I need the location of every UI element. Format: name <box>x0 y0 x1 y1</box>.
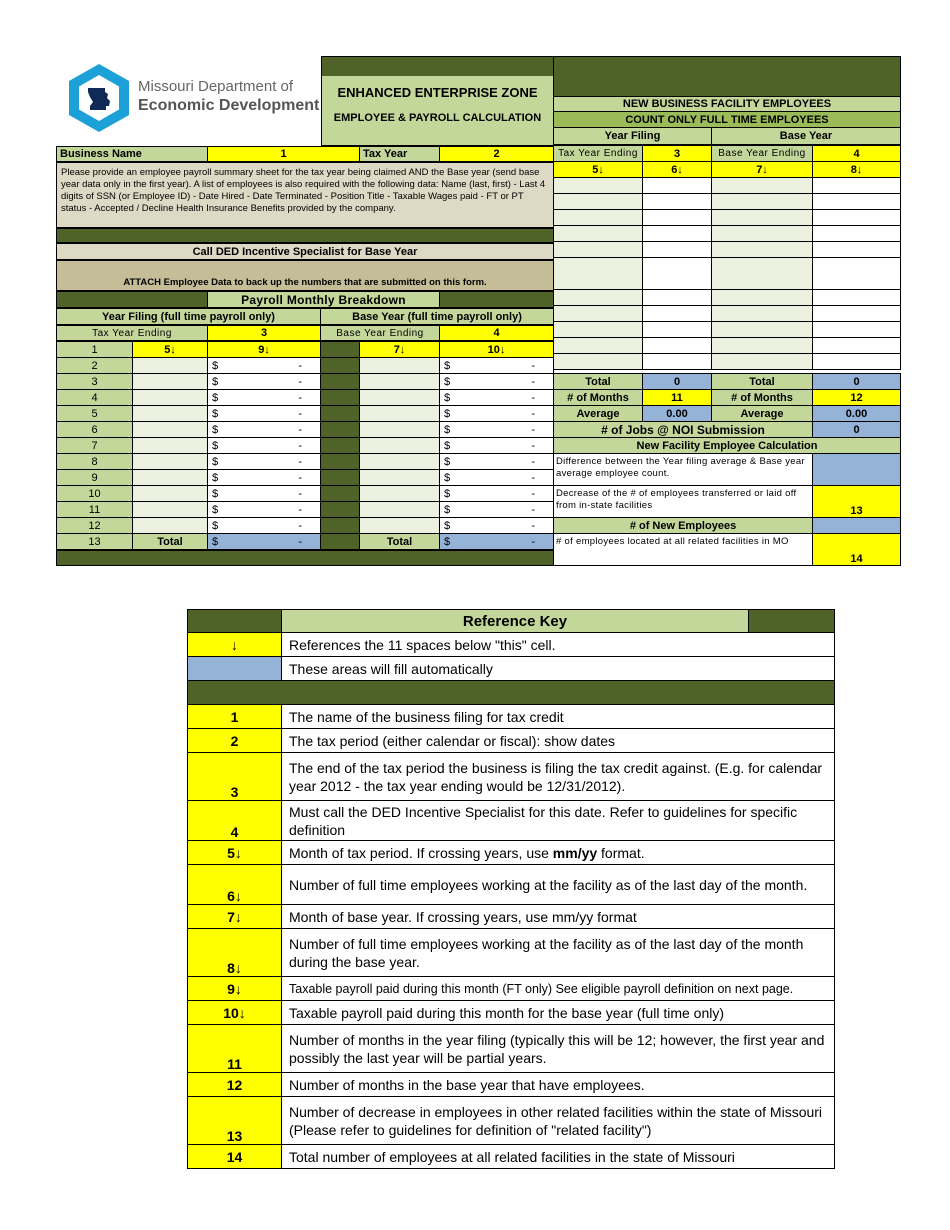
payroll-base-month-input[interactable] <box>359 405 440 422</box>
payroll-header: Payroll Monthly Breakdown <box>207 291 440 308</box>
emp-base-month-input[interactable] <box>711 241 813 258</box>
emp-base-month-input[interactable] <box>711 193 813 210</box>
logo-line1: Missouri Department of <box>138 78 294 95</box>
dash-value: - <box>531 423 535 436</box>
emp-base-month-input[interactable] <box>711 225 813 242</box>
dollar-sign: $ <box>212 423 219 436</box>
dollar-sign: $ <box>212 487 219 500</box>
business-name-field[interactable]: 1 <box>207 146 360 162</box>
payroll-filing-amount <box>207 389 321 406</box>
ref-key-description: Taxable payroll paid during this month for the base year (full time only) <box>281 1000 835 1025</box>
ref-key-code: 9↓ <box>187 976 282 1001</box>
emp-total-label-base: Total <box>711 373 813 390</box>
ref-key-code: 3 <box>187 752 282 801</box>
dollar-sign: $ <box>444 423 451 436</box>
emp-base-count-input[interactable] <box>812 289 901 306</box>
dash-value: - <box>298 503 302 516</box>
ref-key-description: The tax period (either calendar or fiscal): show dates <box>281 728 835 753</box>
ref-key-divider <box>187 680 835 705</box>
dollar-sign: $ <box>212 439 219 452</box>
emp-total-filing: 0 <box>642 373 712 390</box>
payroll-total-label-base: Total <box>359 533 440 550</box>
dollar-sign: $ <box>444 359 451 372</box>
ref-key-description: Number of months in the base year that have employees. <box>281 1072 835 1097</box>
emp-count-input[interactable] <box>642 305 712 322</box>
payroll-tax-year-ending-field[interactable]: 3 <box>207 325 321 341</box>
ref-key-code: 7↓ <box>187 904 282 929</box>
employees-header2: COUNT ONLY FULL TIME EMPLOYEES <box>553 111 901 128</box>
emp-month-input[interactable] <box>553 241 643 258</box>
payroll-base-month-input[interactable] <box>359 453 440 470</box>
payroll-row-number: 8 <box>56 453 133 470</box>
payroll-month-input[interactable] <box>132 373 208 390</box>
dash-value: - <box>298 375 302 388</box>
emp-month-input[interactable] <box>553 177 643 194</box>
dollar-sign: $ <box>212 535 219 548</box>
payroll-base-amount <box>439 357 554 374</box>
payroll-gap <box>320 501 360 518</box>
emp-months-base[interactable]: 12 <box>812 389 901 406</box>
ref-key-code: 14 <box>187 1144 282 1169</box>
emp-month-input[interactable] <box>553 193 643 210</box>
payroll-filing-amount <box>207 501 321 518</box>
dash-value: - <box>531 407 535 420</box>
ref-key-code: 5↓ <box>187 840 282 865</box>
emp-total-base: 0 <box>812 373 901 390</box>
payroll-base-year-ending-field[interactable]: 4 <box>439 325 554 341</box>
emp-count-input[interactable] <box>642 241 712 258</box>
payroll-row-number: 2 <box>56 357 133 374</box>
payroll-total-filing <box>207 533 321 550</box>
emp-base-count-input[interactable] <box>812 177 901 194</box>
emp-tax-year-ending-label: Tax Year Ending <box>553 145 643 162</box>
dash-value: - <box>531 487 535 500</box>
ref-key-code: 1 <box>187 704 282 729</box>
payroll-base-amount <box>439 389 554 406</box>
dash-value: - <box>298 455 302 468</box>
ref-key-code: 2 <box>187 728 282 753</box>
payroll-col-ref-payroll: 9↓ <box>207 341 321 358</box>
located-field[interactable]: 14 <box>812 533 901 566</box>
emp-col-ref-base-month: 7↓ <box>711 161 813 178</box>
payroll-base-amount <box>439 517 554 534</box>
emp-base-year-ending-field[interactable]: 4 <box>812 145 901 162</box>
dash-value: - <box>298 439 302 452</box>
calc-header: New Facility Employee Calculation <box>553 437 901 454</box>
payroll-month-input[interactable] <box>132 453 208 470</box>
dash-value: - <box>531 535 535 548</box>
emp-average-filing: 0.00 <box>642 405 712 422</box>
payroll-row-number: 5 <box>56 405 133 422</box>
emp-base-count-input[interactable] <box>812 305 901 322</box>
new-employees-label: # of New Employees <box>553 517 813 534</box>
emp-count-input[interactable] <box>642 289 712 306</box>
ref-key-code: 4 <box>187 800 282 841</box>
ref-key-description: These areas will fill automatically <box>281 656 835 681</box>
payroll-row-number: 10 <box>56 485 133 502</box>
emp-base-count-input[interactable] <box>812 337 901 354</box>
payroll-filing-amount <box>207 373 321 390</box>
payroll-filing-amount <box>207 469 321 486</box>
decrease-label: Decrease of the # of employees transferred or laid off from in-state facilities <box>553 485 813 518</box>
employees-year-filing-header: Year Filing <box>553 127 712 145</box>
dollar-sign: $ <box>212 407 219 420</box>
payroll-month-input[interactable] <box>132 421 208 438</box>
payroll-header-left-band <box>56 291 208 308</box>
dollar-sign: $ <box>444 535 451 548</box>
payroll-gap <box>320 517 360 534</box>
emp-months-label-filing: # of Months <box>553 389 643 406</box>
payroll-row-number: 4 <box>56 389 133 406</box>
payroll-base-month-input[interactable] <box>359 517 440 534</box>
new-employees-value <box>812 517 901 534</box>
payroll-row-number: 3 <box>56 373 133 390</box>
payroll-gap <box>320 405 360 422</box>
payroll-gap <box>320 485 360 502</box>
logo-line2: Economic Development <box>138 97 320 114</box>
dollar-sign: $ <box>444 391 451 404</box>
payroll-month-input[interactable] <box>132 437 208 454</box>
ref-key-title: Reference Key <box>281 609 749 633</box>
ref-key-description: Number of full time employees working at the facility as of the last day of the month. <box>281 864 835 905</box>
payroll-base-month-input[interactable] <box>359 437 440 454</box>
ref-key-description: Total number of employees at all related facilities in the state of Missouri <box>281 1144 835 1169</box>
dash-value: - <box>298 535 302 548</box>
dash-value: - <box>531 519 535 532</box>
emp-base-month-input[interactable] <box>711 337 813 354</box>
payroll-filing-amount <box>207 405 321 422</box>
emp-month-input[interactable] <box>553 257 643 290</box>
payroll-gap <box>320 389 360 406</box>
emp-month-input[interactable] <box>553 289 643 306</box>
employees-base-year-header: Base Year <box>711 127 901 145</box>
ref-key-code: 11 <box>187 1024 282 1073</box>
emp-count-input[interactable] <box>642 225 712 242</box>
emp-count-input[interactable] <box>642 209 712 226</box>
ref-key-description: Taxable payroll paid during this month (FT only) See eligible payroll definition on next page. <box>281 976 835 1001</box>
emp-base-count-input[interactable] <box>812 225 901 242</box>
ref-text-bold: mm/yy <box>552 844 598 861</box>
payroll-gap <box>320 341 360 358</box>
title-top-band <box>321 56 554 76</box>
emp-count-input[interactable] <box>642 193 712 210</box>
dash-value: - <box>298 487 302 500</box>
ref-key-description: The end of the tax period the business is filing the tax credit against. (E.g. for calendar year 2012 - the tax year ending would be 12/31/2012). <box>281 752 835 801</box>
emp-base-count-input[interactable] <box>812 321 901 338</box>
payroll-tax-year-ending-label: Tax Year Ending <box>56 325 208 341</box>
dash-value: - <box>298 407 302 420</box>
payroll-base-amount <box>439 421 554 438</box>
payroll-filing-amount <box>207 357 321 374</box>
emp-count-input[interactable] <box>642 337 712 354</box>
payroll-row-number: 11 <box>56 501 133 518</box>
dash-value: - <box>298 359 302 372</box>
ref-key-code: 8↓ <box>187 928 282 977</box>
dollar-sign: $ <box>212 471 219 484</box>
payroll-gap <box>320 437 360 454</box>
payroll-filing-amount <box>207 421 321 438</box>
emp-month-input[interactable] <box>553 353 643 370</box>
ref-key-code: 6↓ <box>187 864 282 905</box>
emp-month-input[interactable] <box>553 305 643 322</box>
dollar-sign: $ <box>444 439 451 452</box>
emp-col-ref-month: 5↓ <box>553 161 643 178</box>
emp-month-input[interactable] <box>553 209 643 226</box>
payroll-base-amount <box>439 405 554 422</box>
payroll-col-ref-base-payroll: 10↓ <box>439 341 554 358</box>
payroll-month-input[interactable] <box>132 357 208 374</box>
payroll-base-amount <box>439 469 554 486</box>
dollar-sign: $ <box>444 519 451 532</box>
payroll-row-number: 12 <box>56 517 133 534</box>
payroll-base-month-input[interactable] <box>359 421 440 438</box>
ref-key-left-band <box>187 609 282 633</box>
ref-key-description: The name of the business filing for tax credit <box>281 704 835 729</box>
payroll-month-input[interactable] <box>132 405 208 422</box>
payroll-month-input[interactable] <box>132 389 208 406</box>
title-bottom-band <box>321 128 554 146</box>
payroll-base-month-input[interactable] <box>359 485 440 502</box>
missouri-hexagon-logo-icon <box>66 62 132 134</box>
payroll-row-number: 13 <box>56 533 133 550</box>
dollar-sign: $ <box>212 519 219 532</box>
emp-col-ref-count: 6↓ <box>642 161 712 178</box>
emp-tax-year-ending-field[interactable]: 3 <box>642 145 712 162</box>
difference-label: Difference between the Year filing average & Base year average employee count. <box>553 453 813 486</box>
emp-base-month-input[interactable] <box>711 321 813 338</box>
dollar-sign: $ <box>444 471 451 484</box>
emp-count-input[interactable] <box>642 257 712 290</box>
payroll-base-year-header: Base Year (full time payroll only) <box>320 308 554 325</box>
ref-key-description: Month of base year. If crossing years, use mm/yy format <box>281 904 835 929</box>
dash-value: - <box>531 503 535 516</box>
employees-header1: NEW BUSINESS FACILITY EMPLOYEES <box>553 96 901 112</box>
ref-key-description: Number of months in the year filing (typically this will be 12; however, the first year and possibly the last year will be partial years. <box>281 1024 835 1073</box>
emp-col-ref-base-count: 8↓ <box>812 161 901 178</box>
payroll-month-input[interactable] <box>132 501 208 518</box>
payroll-gap <box>320 373 360 390</box>
payroll-filing-amount <box>207 437 321 454</box>
dollar-sign: $ <box>444 455 451 468</box>
payroll-base-month-input[interactable] <box>359 389 440 406</box>
payroll-base-month-input[interactable] <box>359 357 440 374</box>
emp-count-input[interactable] <box>642 177 712 194</box>
payroll-base-month-input[interactable] <box>359 501 440 518</box>
emp-count-input[interactable] <box>642 321 712 338</box>
payroll-row-number: 7 <box>56 437 133 454</box>
call-ded-text: Call DED Incentive Specialist for Base Year <box>56 243 554 260</box>
ref-key-right-band <box>748 609 835 633</box>
ded-logo <box>66 62 320 136</box>
payroll-col-ref-base-month: 7↓ <box>359 341 440 358</box>
ref-key-code: ↓ <box>187 632 282 657</box>
emp-month-input[interactable] <box>553 321 643 338</box>
emp-base-year-ending-label: Base Year Ending <box>711 145 813 162</box>
dollar-sign: $ <box>444 503 451 516</box>
emp-base-month-input[interactable] <box>711 353 813 370</box>
dash-value: - <box>298 391 302 404</box>
payroll-header-right-band <box>439 291 554 308</box>
dollar-sign: $ <box>212 455 219 468</box>
ref-key-code <box>187 656 282 681</box>
emp-base-count-input[interactable] <box>812 241 901 258</box>
dollar-sign: $ <box>212 359 219 372</box>
payroll-base-month-input[interactable] <box>359 373 440 390</box>
dash-value: - <box>531 471 535 484</box>
emp-average-label-base: Average <box>711 405 813 422</box>
ref-key-description <box>281 840 835 865</box>
payroll-base-amount <box>439 453 554 470</box>
emp-base-count-input[interactable] <box>812 257 901 290</box>
emp-base-month-input[interactable] <box>711 289 813 306</box>
payroll-month-input[interactable] <box>132 485 208 502</box>
tax-year-field[interactable]: 2 <box>439 146 554 162</box>
emp-months-label-base: # of Months <box>711 389 813 406</box>
payroll-filing-amount <box>207 517 321 534</box>
payroll-month-input[interactable] <box>132 517 208 534</box>
emp-month-input[interactable] <box>553 337 643 354</box>
payroll-filing-amount <box>207 485 321 502</box>
payroll-total-base <box>439 533 554 550</box>
form-title: ENHANCED ENTERPRISE ZONE <box>321 76 554 108</box>
emp-base-month-input[interactable] <box>711 209 813 226</box>
dash-value: - <box>298 519 302 532</box>
emp-months-filing[interactable]: 11 <box>642 389 712 406</box>
payroll-bottom-band <box>56 550 554 566</box>
ref-key-code: 13 <box>187 1096 282 1145</box>
emp-base-month-input[interactable] <box>711 177 813 194</box>
ref-text-part: format. <box>597 844 645 861</box>
ref-key-description: Must call the DED Incentive Specialist for this date. Refer to guidelines for specific definition <box>281 800 835 841</box>
divider-band-1 <box>56 228 554 243</box>
form-subtitle: EMPLOYEE & PAYROLL CALCULATION <box>321 108 554 128</box>
attach-text: ATTACH Employee Data to back up the numbers that are submitted on this form. <box>56 260 554 291</box>
ref-key-description: Number of full time employees working at the facility as of the last day of the month during the base year. <box>281 928 835 977</box>
payroll-gap <box>320 533 360 550</box>
employees-top-band <box>553 56 901 97</box>
emp-base-month-input[interactable] <box>711 305 813 322</box>
emp-base-count-input[interactable] <box>812 209 901 226</box>
emp-total-label-filing: Total <box>553 373 643 390</box>
payroll-gap <box>320 421 360 438</box>
emp-base-count-input[interactable] <box>812 193 901 210</box>
ref-key-code: 10↓ <box>187 1000 282 1025</box>
payroll-gap <box>320 357 360 374</box>
dollar-sign: $ <box>212 503 219 516</box>
payroll-gap <box>320 453 360 470</box>
difference-value <box>812 453 901 486</box>
payroll-row-number: 6 <box>56 421 133 438</box>
payroll-base-month-input[interactable] <box>359 469 440 486</box>
located-label: # of employees located at all related facilities in MO <box>553 533 813 566</box>
payroll-base-amount <box>439 373 554 390</box>
dash-value: - <box>531 455 535 468</box>
dollar-sign: $ <box>212 375 219 388</box>
tax-year-label: Tax Year <box>359 146 440 162</box>
emp-average-label-filing: Average <box>553 405 643 422</box>
payroll-base-amount <box>439 485 554 502</box>
dollar-sign: $ <box>212 391 219 404</box>
dash-value: - <box>531 439 535 452</box>
decrease-field[interactable]: 13 <box>812 485 901 518</box>
emp-month-input[interactable] <box>553 225 643 242</box>
ref-key-description: References the 11 spaces below "this" cell. <box>281 632 835 657</box>
payroll-total-label: Total <box>132 533 208 550</box>
dash-value: - <box>298 423 302 436</box>
dollar-sign: $ <box>444 407 451 420</box>
emp-average-base: 0.00 <box>812 405 901 422</box>
payroll-base-amount <box>439 501 554 518</box>
payroll-col-ref-month: 5↓ <box>132 341 208 358</box>
dollar-sign: $ <box>444 375 451 388</box>
emp-count-input[interactable] <box>642 353 712 370</box>
emp-base-count-input[interactable] <box>812 353 901 370</box>
dash-value: - <box>531 391 535 404</box>
payroll-base-year-ending-label: Base Year Ending <box>320 325 440 341</box>
payroll-row-number: 1 <box>56 341 133 358</box>
payroll-year-filing-header: Year Filing (full time payroll only) <box>56 308 321 325</box>
dollar-sign: $ <box>444 487 451 500</box>
ref-text <box>289 844 645 862</box>
ref-key-code: 12 <box>187 1072 282 1097</box>
payroll-base-amount <box>439 437 554 454</box>
emp-base-month-input[interactable] <box>711 257 813 290</box>
payroll-row-number: 9 <box>56 469 133 486</box>
jobs-noi-label: # of Jobs @ NOI Submission <box>553 421 813 438</box>
ref-key-description: Number of decrease in employees in other related facilities within the state of Missouri (Please refer to guidelines for definition of "related facility") <box>281 1096 835 1145</box>
ref-text-part: Month of tax period. If crossing years, use <box>289 844 553 861</box>
dash-value: - <box>298 471 302 484</box>
dash-value: - <box>531 359 535 372</box>
dash-value: - <box>531 375 535 388</box>
payroll-month-input[interactable] <box>132 469 208 486</box>
payroll-gap <box>320 469 360 486</box>
payroll-filing-amount <box>207 453 321 470</box>
jobs-noi-value: 0 <box>812 421 901 438</box>
instructions-text: Please provide an employee payroll summary sheet for the tax year being claimed AND the Base year (send base year data only in the first year). A list of employees is also required with the following data: Name (last, first) - Last 4 digits of SSN (or Employee ID) - Date Hired - Date Terminated - Position Title - Taxable Wages paid - FT or PT status - Accepted / Decline Health Insurance Benefits provided by the company. <box>56 162 554 228</box>
business-name-label: Business Name <box>56 146 208 162</box>
